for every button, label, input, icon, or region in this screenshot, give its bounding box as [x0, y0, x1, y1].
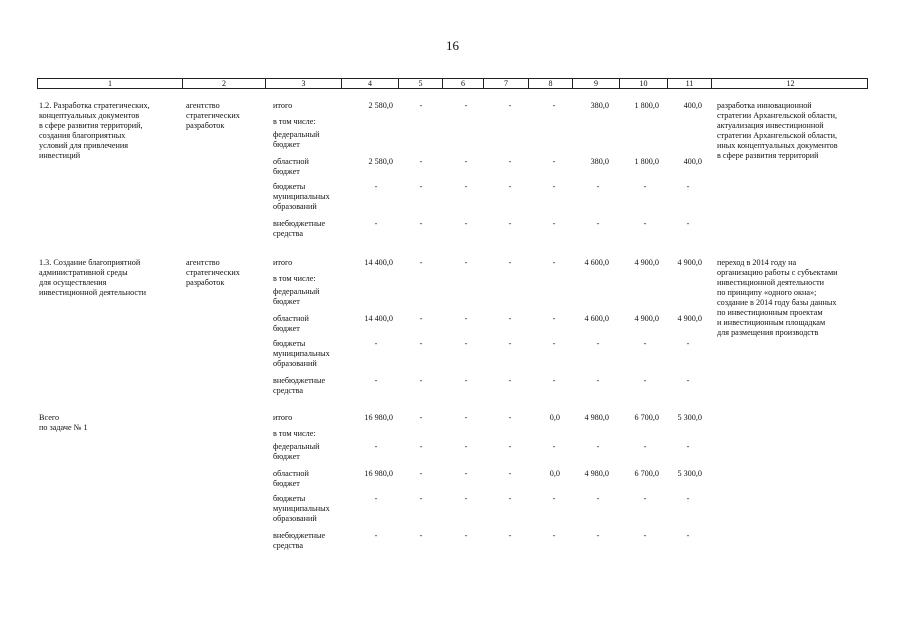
value-cell: -: [464, 219, 468, 228]
value-cell: 0,0: [549, 413, 560, 422]
value-cell: -: [508, 314, 512, 323]
value-cell: -: [419, 219, 423, 228]
row-label: областной бюджет: [273, 157, 309, 176]
header-col-1: 1: [108, 79, 112, 88]
value-cell: -: [508, 531, 512, 540]
row-label: областной бюджет: [273, 469, 309, 488]
value-cell: -: [552, 531, 556, 540]
row-label: областной бюджет: [273, 314, 309, 333]
value-cell: -: [464, 442, 468, 451]
result-text: разработка инновационной стратегии Архангельской области, актуализация инвестиционной стратегии Архангельской области, иных концептуальных документов в сфере развития территорий: [717, 101, 838, 160]
value-cell: -: [643, 531, 647, 540]
value-cell: 6 700,0: [634, 469, 659, 478]
row-label: бюджеты муниципальных образований: [273, 494, 330, 523]
value-cell: -: [419, 442, 423, 451]
value-cell: -: [508, 469, 512, 478]
value-cell: -: [419, 469, 423, 478]
value-cell: -: [508, 182, 512, 191]
value-cell: 16 980,0: [364, 469, 393, 478]
value-cell: -: [419, 494, 423, 503]
value-cell: 4 900,0: [634, 314, 659, 323]
value-cell: -: [419, 258, 423, 267]
value-cell: 4 600,0: [584, 314, 609, 323]
row-label: внебюджетные средства: [273, 531, 326, 550]
value-cell: -: [508, 376, 512, 385]
row-label: в том числе:: [273, 429, 316, 438]
value-cell: -: [464, 531, 468, 540]
value-cell: -: [419, 157, 423, 166]
value-cell: -: [508, 219, 512, 228]
value-cell: -: [508, 413, 512, 422]
value-cell: -: [374, 494, 378, 503]
value-cell: -: [643, 376, 647, 385]
page-number: 16: [446, 38, 459, 53]
value-cell: -: [508, 258, 512, 267]
value-cell: -: [464, 469, 468, 478]
value-cell: 4 900,0: [634, 258, 659, 267]
header-col-6: 6: [442, 79, 483, 88]
value-cell: -: [374, 339, 378, 348]
value-cell: 380,0: [590, 101, 609, 110]
value-cell: -: [552, 101, 556, 110]
section-title: 1.2. Разработка стратегических, концептуальных документов в сфере развития территорий, создания благоприятных условий для привлечения инвестиций: [39, 101, 150, 160]
header-col-5: 5: [398, 79, 442, 88]
value-cell: -: [552, 182, 556, 191]
header-col-12: 12: [711, 79, 869, 88]
value-cell: -: [374, 376, 378, 385]
value-cell: 400,0: [683, 101, 702, 110]
value-cell: -: [419, 314, 423, 323]
value-cell: 1 800,0: [634, 101, 659, 110]
value-cell: -: [686, 339, 690, 348]
value-cell: 2 580,0: [368, 101, 393, 110]
value-cell: -: [596, 219, 600, 228]
value-cell: -: [464, 258, 468, 267]
value-cell: 380,0: [590, 157, 609, 166]
row-label: итого: [273, 413, 293, 422]
header-col-3: 3: [265, 79, 341, 88]
row-label: итого: [273, 258, 293, 267]
value-cell: -: [643, 182, 647, 191]
value-cell: -: [419, 339, 423, 348]
header-col-2: 2: [182, 79, 265, 88]
value-cell: -: [464, 339, 468, 348]
value-cell: 1 800,0: [634, 157, 659, 166]
value-cell: 4 980,0: [584, 413, 609, 422]
value-cell: 0,0: [549, 469, 560, 478]
value-cell: -: [552, 376, 556, 385]
value-cell: -: [596, 494, 600, 503]
value-cell: 14 400,0: [364, 258, 393, 267]
value-cell: -: [464, 157, 468, 166]
value-cell: -: [552, 314, 556, 323]
value-cell: -: [596, 376, 600, 385]
value-cell: -: [508, 157, 512, 166]
header-col-8: 8: [528, 79, 572, 88]
value-cell: -: [464, 314, 468, 323]
value-cell: -: [552, 494, 556, 503]
row-label: бюджеты муниципальных образований: [273, 339, 330, 368]
value-cell: -: [596, 442, 600, 451]
row-label: итого: [273, 101, 293, 110]
value-cell: -: [508, 339, 512, 348]
value-cell: 4 600,0: [584, 258, 609, 267]
value-cell: -: [419, 101, 423, 110]
section-title: 1.3. Создание благоприятной административной среды для осуществления инвестиционной деятельности: [39, 258, 147, 297]
value-cell: -: [596, 339, 600, 348]
result-text: переход в 2014 году на организацию работы с субъектами инвестиционной деятельности по принципу «одного окна»; создание в 2014 году базы данных по инвестиционным проектам и инвестиционным площадкам для размещения производств: [717, 258, 838, 337]
value-cell: -: [464, 182, 468, 191]
row-label: федеральный бюджет: [273, 130, 320, 149]
value-cell: -: [508, 494, 512, 503]
value-cell: -: [508, 101, 512, 110]
value-cell: -: [552, 258, 556, 267]
value-cell: -: [686, 376, 690, 385]
row-label: бюджеты муниципальных образований: [273, 182, 330, 211]
value-cell: -: [419, 376, 423, 385]
value-cell: -: [596, 182, 600, 191]
header-col-7: 7: [483, 79, 528, 88]
value-cell: -: [552, 339, 556, 348]
header-col-10: 10: [619, 79, 667, 88]
header-col-11: 11: [667, 79, 711, 88]
value-cell: -: [686, 442, 690, 451]
value-cell: 4 980,0: [584, 469, 609, 478]
value-cell: -: [374, 442, 378, 451]
executor: агентство стратегических разработок: [186, 101, 240, 130]
value-cell: 400,0: [683, 157, 702, 166]
value-cell: 14 400,0: [364, 314, 393, 323]
row-label: внебюджетные средства: [273, 376, 326, 395]
value-cell: -: [464, 413, 468, 422]
value-cell: 4 900,0: [677, 314, 702, 323]
value-cell: 6 700,0: [634, 413, 659, 422]
header-col-4: 4: [341, 79, 398, 88]
value-cell: -: [686, 219, 690, 228]
value-cell: -: [374, 182, 378, 191]
value-cell: -: [643, 442, 647, 451]
value-cell: -: [552, 219, 556, 228]
value-cell: -: [464, 376, 468, 385]
table-header: [37, 78, 868, 89]
executor: агентство стратегических разработок: [186, 258, 240, 287]
value-cell: -: [686, 494, 690, 503]
value-cell: -: [643, 219, 647, 228]
value-cell: -: [374, 219, 378, 228]
value-cell: -: [464, 494, 468, 503]
row-label: федеральный бюджет: [273, 442, 320, 461]
value-cell: -: [419, 413, 423, 422]
row-label: внебюджетные средства: [273, 219, 326, 238]
value-cell: -: [508, 442, 512, 451]
section-title: Всего по задаче № 1: [39, 413, 88, 432]
row-label: федеральный бюджет: [273, 287, 320, 306]
value-cell: -: [686, 182, 690, 191]
row-label: в том числе:: [273, 117, 316, 126]
value-cell: -: [464, 101, 468, 110]
value-cell: -: [419, 531, 423, 540]
value-cell: -: [374, 531, 378, 540]
value-cell: -: [552, 157, 556, 166]
value-cell: 16 980,0: [364, 413, 393, 422]
value-cell: 4 900,0: [677, 258, 702, 267]
value-cell: 5 300,0: [677, 413, 702, 422]
value-cell: 5 300,0: [677, 469, 702, 478]
value-cell: -: [596, 531, 600, 540]
value-cell: -: [643, 339, 647, 348]
row-label: в том числе:: [273, 274, 316, 283]
value-cell: -: [419, 182, 423, 191]
value-cell: 2 580,0: [368, 157, 393, 166]
value-cell: -: [643, 494, 647, 503]
value-cell: -: [686, 531, 690, 540]
value-cell: -: [552, 442, 556, 451]
header-col-9: 9: [572, 79, 619, 88]
